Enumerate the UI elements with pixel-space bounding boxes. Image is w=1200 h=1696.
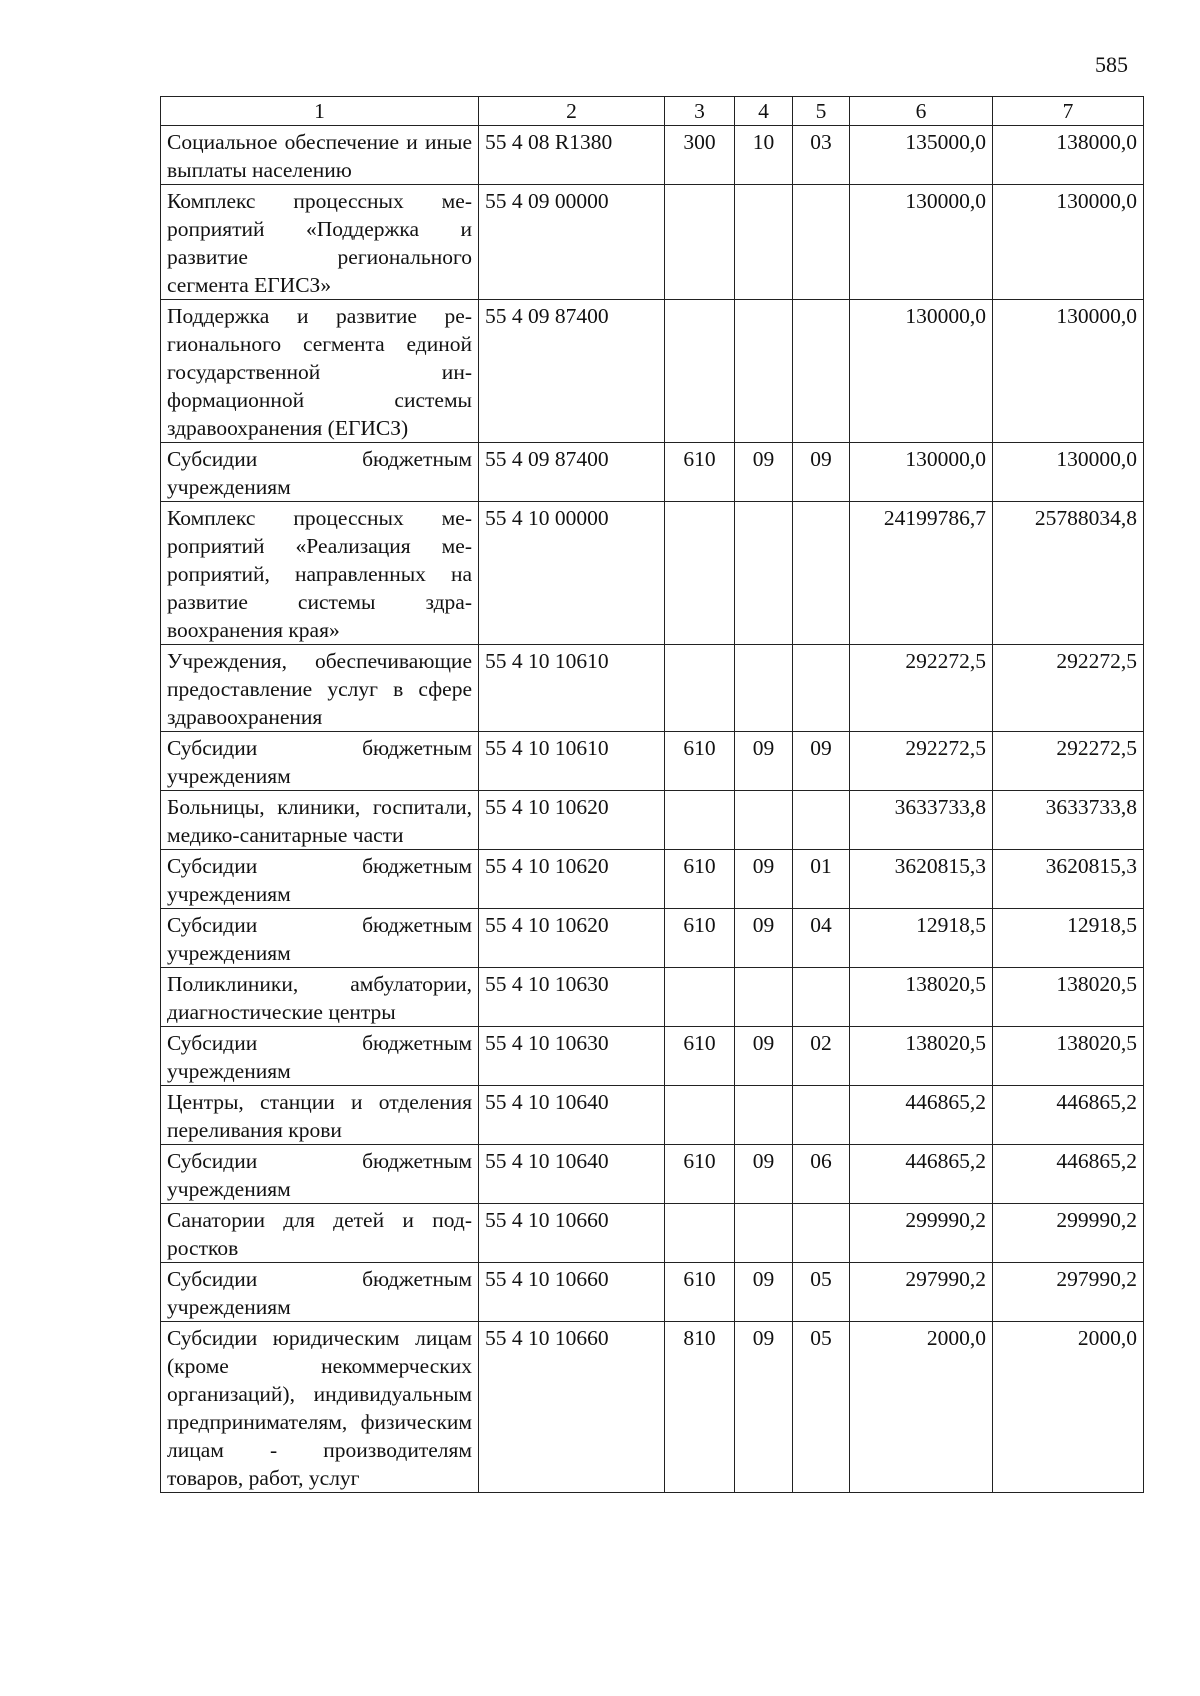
section-code: 09: [735, 909, 793, 968]
section-code: 09: [735, 1027, 793, 1086]
row-description: Субсидии бюджетным учреждениям: [161, 1027, 479, 1086]
table-row: [161, 1027, 1144, 1086]
section-code: 09: [735, 732, 793, 791]
amount-column-7: 2000,0: [993, 1322, 1144, 1493]
amount-column-7: 130000,0: [993, 300, 1144, 443]
expense-type-code: [665, 1086, 735, 1145]
amount-column-6: 130000,0: [850, 300, 993, 443]
target-article-code: 55 4 10 10620: [479, 850, 665, 909]
subsection-code: [793, 791, 850, 850]
table-row: [161, 1145, 1144, 1204]
amount-column-7: 3620815,3: [993, 850, 1144, 909]
target-article-code: 55 4 10 10660: [479, 1322, 665, 1493]
row-description: Субсидии бюджетным учреждениям: [161, 850, 479, 909]
column-header-5: 5: [793, 97, 850, 126]
subsection-code: [793, 502, 850, 645]
amount-column-7: 297990,2: [993, 1263, 1144, 1322]
target-article-code: 55 4 10 10620: [479, 909, 665, 968]
table-row: [161, 1086, 1144, 1145]
row-description: Субсидии бюджетным учреждениям: [161, 1263, 479, 1322]
expense-type-code: [665, 185, 735, 300]
table-row: [161, 1322, 1144, 1493]
target-article-code: 55 4 10 10610: [479, 732, 665, 791]
row-description: Поликлиники, амбулатории, диагностические центры: [161, 968, 479, 1027]
subsection-code: [793, 968, 850, 1027]
subsection-code: [793, 645, 850, 732]
target-article-code: 55 4 09 87400: [479, 300, 665, 443]
amount-column-6: 446865,2: [850, 1145, 993, 1204]
amount-column-7: 25788034,8: [993, 502, 1144, 645]
expense-type-code: 610: [665, 909, 735, 968]
table-body: [161, 126, 1144, 1493]
target-article-code: 55 4 09 00000: [479, 185, 665, 300]
section-code: [735, 791, 793, 850]
section-code: 10: [735, 126, 793, 185]
amount-column-7: 3633733,8: [993, 791, 1144, 850]
amount-column-6: 446865,2: [850, 1086, 993, 1145]
amount-column-6: 24199786,7: [850, 502, 993, 645]
amount-column-6: 130000,0: [850, 443, 993, 502]
subsection-code: 05: [793, 1322, 850, 1493]
row-description: Субсидии юридическим лицам (кроме некоммерческих организаций), индивидуальным предпринимателям, физическим лицам - производителям товаров, работ, услуг: [161, 1322, 479, 1493]
target-article-code: 55 4 10 10620: [479, 791, 665, 850]
amount-column-6: 130000,0: [850, 185, 993, 300]
table-row: [161, 126, 1144, 185]
expense-type-code: 610: [665, 850, 735, 909]
row-description: Субсидии бюджетным учреждениям: [161, 443, 479, 502]
table-row: [161, 850, 1144, 909]
amount-column-6: 299990,2: [850, 1204, 993, 1263]
amount-column-7: 299990,2: [993, 1204, 1144, 1263]
subsection-code: 09: [793, 443, 850, 502]
target-article-code: 55 4 10 10640: [479, 1086, 665, 1145]
table-row: [161, 502, 1144, 645]
column-header-2: 2: [479, 97, 665, 126]
section-code: [735, 300, 793, 443]
amount-column-7: 130000,0: [993, 443, 1144, 502]
column-header-1: 1: [161, 97, 479, 126]
subsection-code: 03: [793, 126, 850, 185]
amount-column-6: 138020,5: [850, 1027, 993, 1086]
expense-type-code: 810: [665, 1322, 735, 1493]
expense-type-code: 300: [665, 126, 735, 185]
subsection-code: [793, 185, 850, 300]
row-description: Поддержка и развитие регионального сегмента единой государственной информационной системы здравоохранения (ЕГИСЗ): [161, 300, 479, 443]
table-row: [161, 1204, 1144, 1263]
column-header-6: 6: [850, 97, 993, 126]
table-row: [161, 791, 1144, 850]
amount-column-7: 130000,0: [993, 185, 1144, 300]
amount-column-7: 292272,5: [993, 645, 1144, 732]
amount-column-6: 3620815,3: [850, 850, 993, 909]
section-code: 09: [735, 443, 793, 502]
column-header-7: 7: [993, 97, 1144, 126]
amount-column-6: 135000,0: [850, 126, 993, 185]
table-row: [161, 645, 1144, 732]
target-article-code: 55 4 10 10660: [479, 1263, 665, 1322]
subsection-code: [793, 1204, 850, 1263]
expense-type-code: [665, 502, 735, 645]
amount-column-7: 292272,5: [993, 732, 1144, 791]
row-description: Больницы, клиники, госпитали, медико-санитарные части: [161, 791, 479, 850]
expense-type-code: [665, 1204, 735, 1263]
expense-type-code: 610: [665, 443, 735, 502]
row-description: Комплекс процессных мероприятий «Реализация мероприятий, направленных на развитие системы здравоохранения края»: [161, 502, 479, 645]
expense-type-code: 610: [665, 732, 735, 791]
table-row: [161, 909, 1144, 968]
subsection-code: 09: [793, 732, 850, 791]
section-code: [735, 645, 793, 732]
subsection-code: [793, 1086, 850, 1145]
table-row: [161, 732, 1144, 791]
section-code: 09: [735, 1322, 793, 1493]
expense-type-code: [665, 791, 735, 850]
target-article-code: 55 4 09 87400: [479, 443, 665, 502]
subsection-code: 04: [793, 909, 850, 968]
expense-type-code: 610: [665, 1027, 735, 1086]
row-description: Санатории для детей и подростков: [161, 1204, 479, 1263]
amount-column-6: 297990,2: [850, 1263, 993, 1322]
target-article-code: 55 4 10 10610: [479, 645, 665, 732]
page-number: 585: [1095, 52, 1128, 77]
target-article-code: 55 4 10 10660: [479, 1204, 665, 1263]
row-description: Комплекс процессных мероприятий «Поддержка и развитие регионального сегмента ЕГИСЗ»: [161, 185, 479, 300]
subsection-code: 01: [793, 850, 850, 909]
section-code: 09: [735, 1145, 793, 1204]
subsection-code: 06: [793, 1145, 850, 1204]
amount-column-6: 292272,5: [850, 645, 993, 732]
target-article-code: 55 4 10 10640: [479, 1145, 665, 1204]
subsection-code: 02: [793, 1027, 850, 1086]
column-header-4: 4: [735, 97, 793, 126]
row-description: Социальное обеспечение и иные выплаты населению: [161, 126, 479, 185]
header-row: [161, 97, 1144, 126]
row-description: Субсидии бюджетным учреждениям: [161, 1145, 479, 1204]
amount-column-6: 292272,5: [850, 732, 993, 791]
amount-column-7: 446865,2: [993, 1145, 1144, 1204]
expense-type-code: [665, 645, 735, 732]
target-article-code: 55 4 08 R1380: [479, 126, 665, 185]
expense-type-code: 610: [665, 1145, 735, 1204]
amount-column-6: 3633733,8: [850, 791, 993, 850]
section-code: [735, 968, 793, 1027]
table-row: [161, 1263, 1144, 1322]
column-header-3: 3: [665, 97, 735, 126]
row-description: Субсидии бюджетным учреждениям: [161, 732, 479, 791]
table-row: [161, 443, 1144, 502]
subsection-code: 05: [793, 1263, 850, 1322]
section-code: 09: [735, 1263, 793, 1322]
section-code: [735, 502, 793, 645]
amount-column-7: 138000,0: [993, 126, 1144, 185]
section-code: [735, 1204, 793, 1263]
amount-column-7: 138020,5: [993, 968, 1144, 1027]
amount-column-6: 2000,0: [850, 1322, 993, 1493]
row-description: Субсидии бюджетным учреждениям: [161, 909, 479, 968]
amount-column-7: 12918,5: [993, 909, 1144, 968]
expense-type-code: [665, 968, 735, 1027]
target-article-code: 55 4 10 10630: [479, 968, 665, 1027]
section-code: [735, 185, 793, 300]
budget-table: [160, 96, 1144, 1493]
row-description: Учреждения, обеспечивающие предоставление услуг в сфере здравоохранения: [161, 645, 479, 732]
amount-column-7: 446865,2: [993, 1086, 1144, 1145]
expense-type-code: 610: [665, 1263, 735, 1322]
target-article-code: 55 4 10 00000: [479, 502, 665, 645]
row-description: Центры, станции и отделения переливания крови: [161, 1086, 479, 1145]
amount-column-6: 138020,5: [850, 968, 993, 1027]
expense-type-code: [665, 300, 735, 443]
table-row: [161, 300, 1144, 443]
amount-column-7: 138020,5: [993, 1027, 1144, 1086]
target-article-code: 55 4 10 10630: [479, 1027, 665, 1086]
subsection-code: [793, 300, 850, 443]
table-row: [161, 185, 1144, 300]
table-row: [161, 968, 1144, 1027]
section-code: 09: [735, 850, 793, 909]
amount-column-6: 12918,5: [850, 909, 993, 968]
section-code: [735, 1086, 793, 1145]
